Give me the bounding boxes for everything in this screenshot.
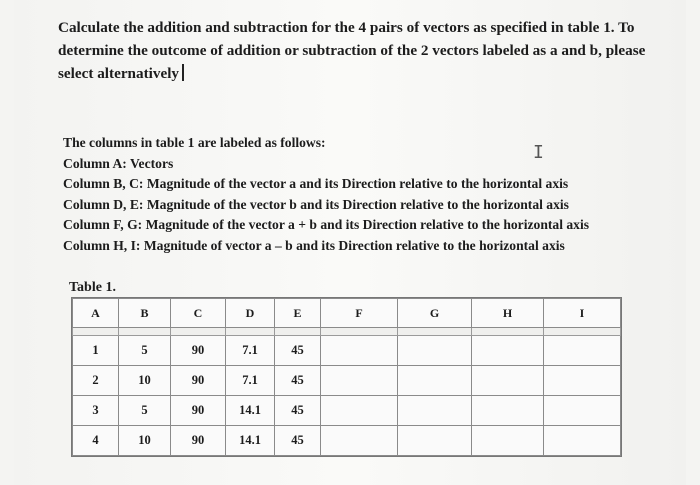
- cell-f-input[interactable]: [321, 426, 398, 456]
- column-a-description: Column A: Vectors: [63, 155, 174, 171]
- text-cursor-ibeam-icon: I: [533, 142, 544, 163]
- header-c: C: [171, 299, 226, 328]
- header-a: A: [73, 299, 119, 328]
- cell-f-input[interactable]: [321, 336, 398, 366]
- cell-e: 45: [275, 396, 321, 426]
- cell-h-input[interactable]: [472, 366, 544, 396]
- cell-f-input[interactable]: [321, 396, 398, 426]
- cell-d: 14.1: [226, 396, 275, 426]
- instructions-paragraph[interactable]: [58, 16, 688, 85]
- column-fg-description: Column F, G: Magnitude of the vector a + b and its Direction relative to the horizontal axis: [63, 217, 590, 233]
- cell-i-input[interactable]: [544, 396, 621, 426]
- table-row: [73, 426, 621, 456]
- cell-g-input[interactable]: [398, 426, 472, 456]
- column-de-description: Column D, E: Magnitude of the vector b and its Direction relative to the horizontal axis: [63, 196, 569, 212]
- header-g: G: [398, 299, 472, 328]
- cell-b: 5: [119, 336, 171, 366]
- cell-i-input[interactable]: [544, 426, 621, 456]
- columns-heading: The columns in table 1 are labeled as follows:: [63, 135, 326, 150]
- header-h: H: [472, 299, 544, 328]
- cell-a: 2: [73, 366, 119, 396]
- cell-b: 10: [119, 426, 171, 456]
- cell-d: 7.1: [226, 366, 275, 396]
- table-header-row: [73, 299, 621, 328]
- cell-e: 45: [275, 426, 321, 456]
- cell-f-input[interactable]: [321, 366, 398, 396]
- table-caption: Table 1.: [69, 280, 116, 295]
- cell-d: 7.1: [226, 336, 275, 366]
- table-row: [73, 396, 621, 426]
- header-f: F: [321, 299, 398, 328]
- cell-g-input[interactable]: [398, 336, 472, 366]
- cell-b: 5: [119, 396, 171, 426]
- cell-c: 90: [171, 336, 226, 366]
- header-e: E: [275, 299, 321, 328]
- cell-a: 1: [73, 336, 119, 366]
- vector-table: [72, 298, 621, 456]
- table-row: [73, 366, 621, 396]
- table-spacer-row: [73, 328, 621, 336]
- instructions-line-2: determine the outcome of addition or subtraction of the 2 vectors labeled as a and b, please: [58, 42, 646, 59]
- cell-c: 90: [171, 426, 226, 456]
- column-description-block: [63, 133, 693, 257]
- column-bc-description: Column B, C: Magnitude of the vector a and its Direction relative to the horizontal axis: [63, 176, 569, 192]
- cell-b: 10: [119, 366, 171, 396]
- cell-g-input[interactable]: [398, 396, 472, 426]
- cell-c: 90: [171, 396, 226, 426]
- header-b: B: [119, 299, 171, 328]
- cell-i-input[interactable]: [544, 336, 621, 366]
- cell-h-input[interactable]: [472, 426, 544, 456]
- cell-a: 3: [73, 396, 119, 426]
- text-caret: [182, 64, 184, 81]
- cell-h-input[interactable]: [472, 396, 544, 426]
- cell-d: 14.1: [226, 426, 275, 456]
- header-i: I: [544, 299, 621, 328]
- header-d: D: [226, 299, 275, 328]
- cell-e: 45: [275, 366, 321, 396]
- instructions-line-3: select alternatively: [58, 62, 688, 85]
- table-row: [73, 336, 621, 366]
- cell-c: 90: [171, 366, 226, 396]
- instructions-line-1: Calculate the addition and subtraction for the 4 pairs of vectors as specified in table 1. To: [58, 19, 635, 36]
- cell-i-input[interactable]: [544, 366, 621, 396]
- cell-h-input[interactable]: [472, 336, 544, 366]
- cell-a: 4: [73, 426, 119, 456]
- cell-e: 45: [275, 336, 321, 366]
- column-hi-description: Column H, I: Magnitude of vector a – b and its Direction relative to the horizontal axis: [63, 237, 565, 253]
- cell-g-input[interactable]: [398, 366, 472, 396]
